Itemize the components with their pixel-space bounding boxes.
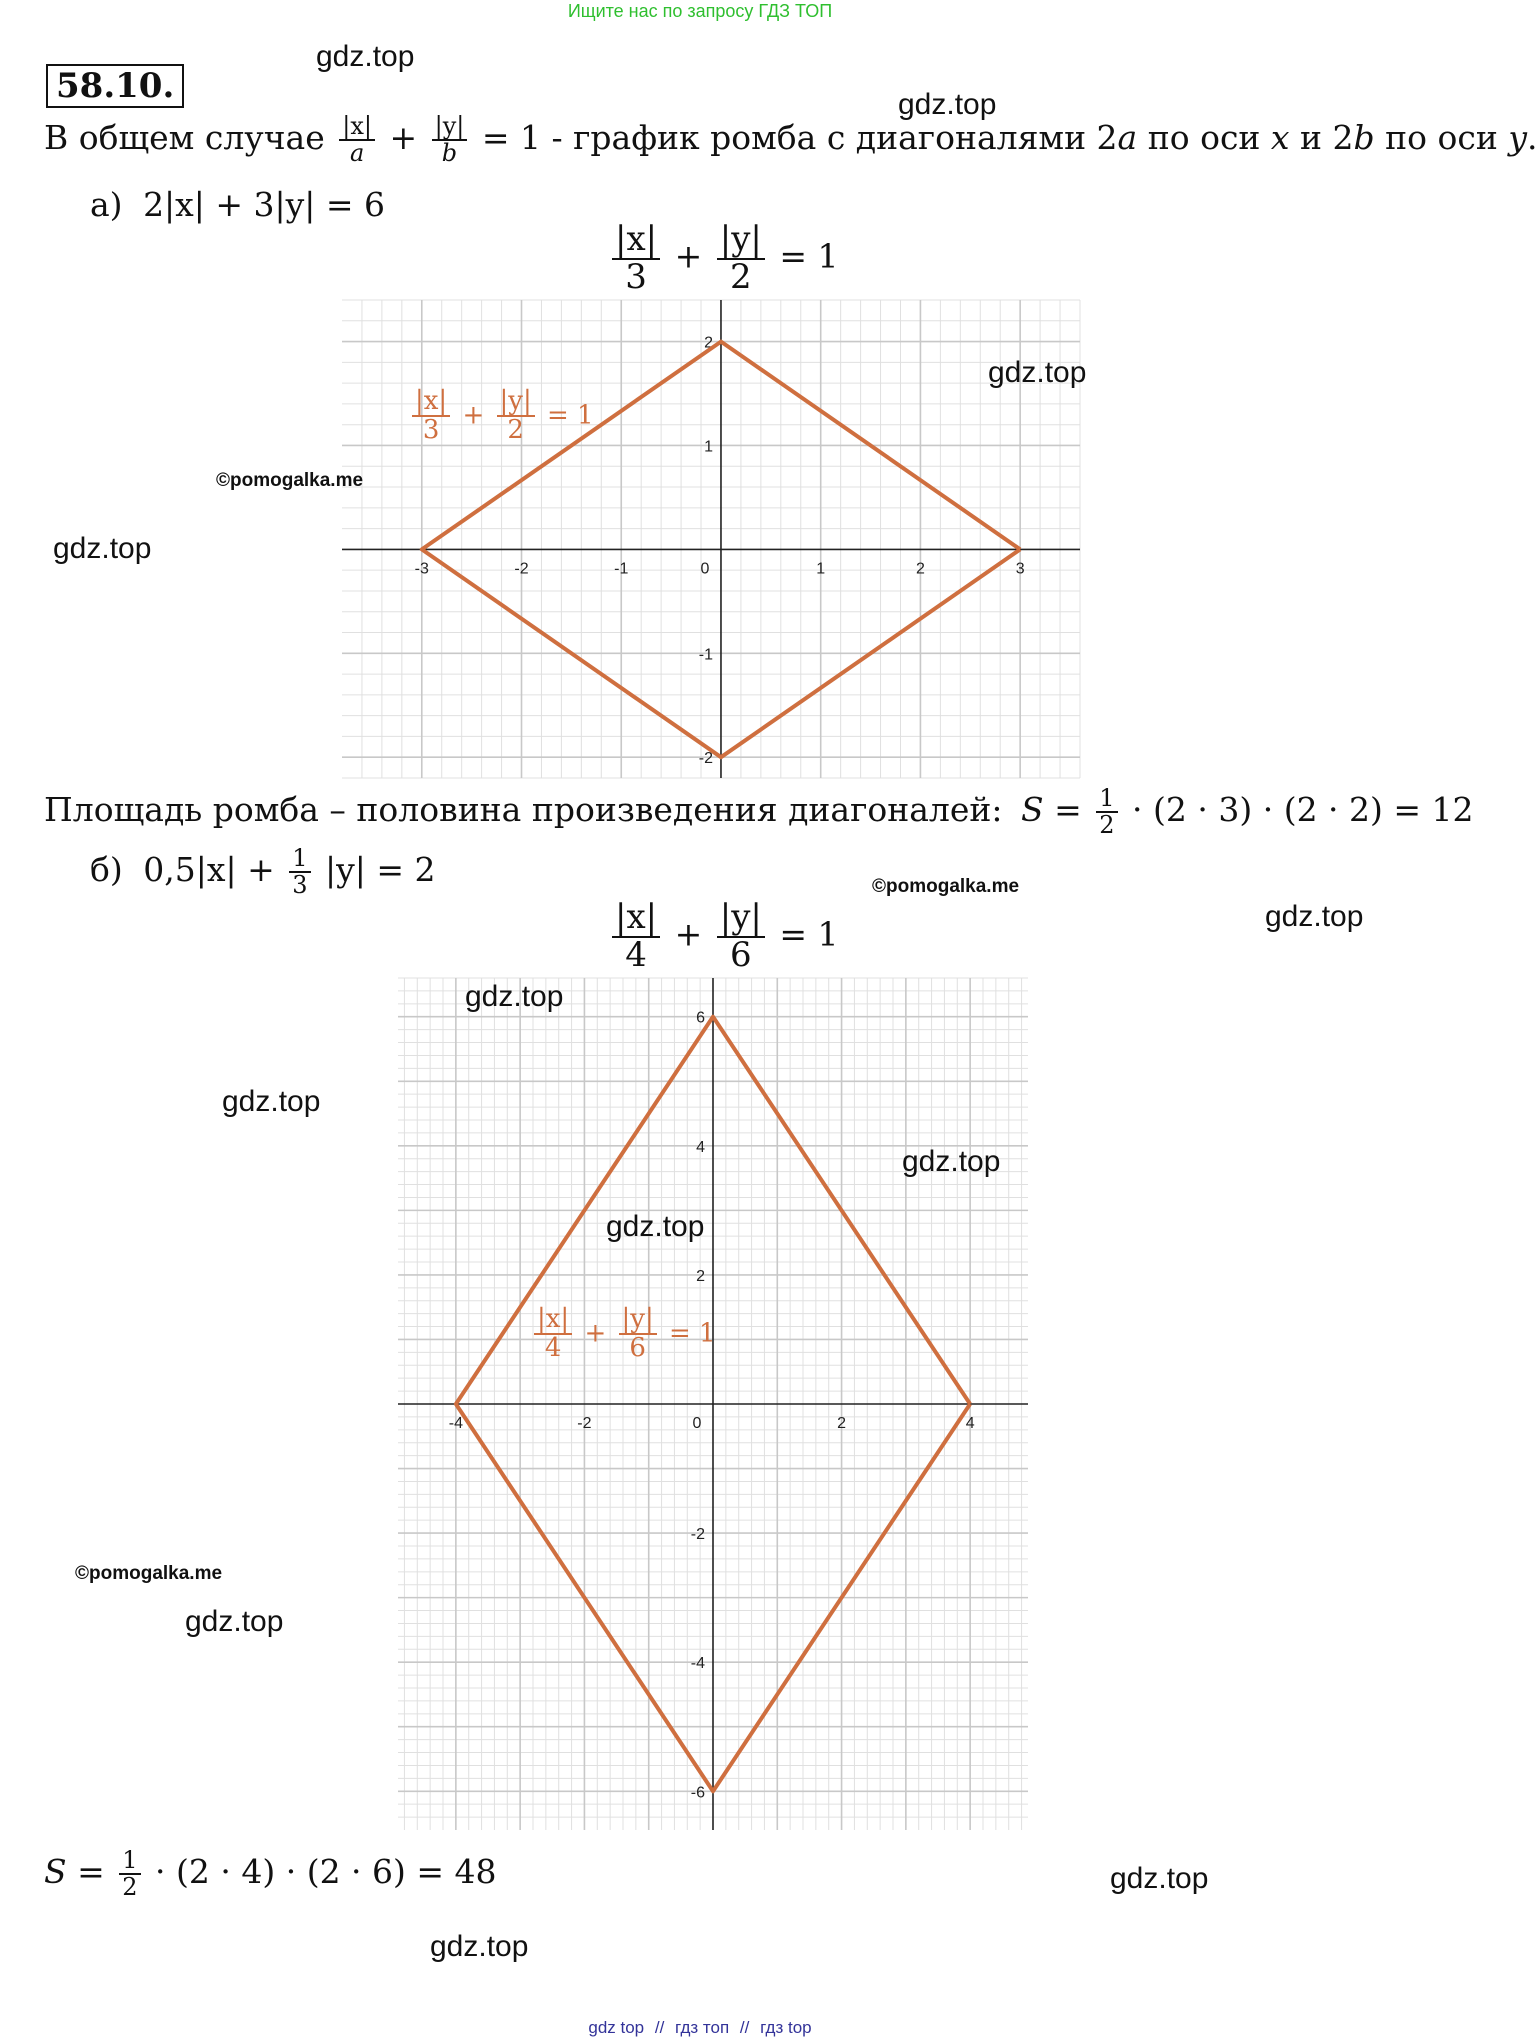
intro-frac-y <box>432 114 468 166</box>
part-a-area-half-num: 1 <box>1096 786 1117 813</box>
part-b-third <box>289 846 310 898</box>
graph-b-y-tick-label: -4 <box>690 1655 705 1673</box>
intro-a: a <box>1117 118 1138 158</box>
part-a-canon-den2: 2 <box>729 256 752 297</box>
graph-b-label-frac-x <box>534 1306 572 1363</box>
watermark-gdz: gdz.top <box>1110 1862 1209 1895</box>
graph-b-label <box>530 1306 716 1363</box>
part-a-area-text: Площадь ромба – половина произведения диагоналей: <box>44 790 1003 830</box>
part-b-eq-prefix: 0,5|x| + <box>143 850 275 890</box>
part-b-canon-frac-y <box>717 897 765 975</box>
watermark-gdz: gdz.top <box>1265 900 1364 933</box>
graph-a-label-rhs: = 1 <box>547 400 594 431</box>
part-b-area <box>44 1848 497 1900</box>
graph-a-x-tick-label: 1 <box>816 560 826 578</box>
part-a-canon-rhs: = 1 <box>779 236 839 276</box>
intro-suffix-3: и 2 <box>1289 118 1354 158</box>
intro-x: x <box>1270 118 1290 158</box>
part-a-canon-den1: 3 <box>625 256 647 297</box>
graph-b-label-den1: 4 <box>544 1333 562 1364</box>
part-b-canon-den1: 4 <box>625 934 647 975</box>
intro-suffix-4: по оси <box>1374 118 1509 158</box>
part-b-label: б) <box>90 850 123 890</box>
part-a-canonical <box>608 219 839 297</box>
graph-a-x-tick-label: 0 <box>700 560 710 578</box>
graph-a-x-tick-label: -1 <box>614 560 629 578</box>
graph-b-label-plus: + <box>584 1318 607 1349</box>
footer-link-1[interactable]: gdz top <box>588 2018 645 2037</box>
graph-b-y-tick-label: 2 <box>696 1267 705 1285</box>
graph-a-x-tick-label: -2 <box>514 560 529 578</box>
part-b-third-num: 1 <box>289 846 310 873</box>
watermark-pomogalka: ©pomogalka.me <box>872 876 1020 897</box>
graph-a-label-num1: |x| <box>412 388 450 417</box>
part-b-area-half-den: 2 <box>122 1873 138 1902</box>
watermark-gdz: gdz.top <box>185 1605 284 1638</box>
graph-a-label-den1: 3 <box>422 415 440 446</box>
part-b-area-half-num: 1 <box>119 1848 140 1875</box>
footer-sep: // <box>739 2018 750 2037</box>
watermark-pomogalka: ©pomogalka.me <box>216 470 364 491</box>
footer-link-2[interactable]: гдз топ <box>675 2018 730 2037</box>
part-b-area-rest: · (2 · 4) · (2 · 6) = 48 <box>155 1852 497 1892</box>
intro-plus: + <box>389 118 418 158</box>
graph-a-label-frac-y <box>497 388 535 445</box>
part-a-area-prefix: S = <box>1021 790 1082 830</box>
part-b-canon-den2: 6 <box>729 934 752 975</box>
part-b-canon-plus: + <box>674 914 703 954</box>
part-a-canon-frac-x <box>612 219 660 297</box>
footer-links <box>0 2018 1400 2038</box>
graph-b-x-tick-label: 2 <box>837 1415 847 1432</box>
top-banner[interactable]: Ищите нас по запросу ГДЗ ТОП <box>567 1 833 21</box>
graph-b-y-tick-label: 4 <box>696 1138 705 1156</box>
graph-a-label-plus: + <box>462 400 485 431</box>
intro-line <box>44 114 1538 166</box>
graph-b-label-den2: 6 <box>629 1333 646 1364</box>
watermark-pomogalka: ©pomogalka.me <box>75 1563 223 1584</box>
watermark-gdz: gdz.top <box>53 532 152 565</box>
graph-a-label-num2: |y| <box>497 388 535 417</box>
watermark-gdz: gdz.top <box>606 1210 705 1243</box>
intro-prefix: В общем случае <box>44 118 325 158</box>
graph-b-label-num2: |y| <box>619 1306 657 1335</box>
part-a-canon-plus: + <box>674 236 703 276</box>
graph-a-label-den2: 2 <box>507 415 524 446</box>
part-b-equation <box>90 846 436 898</box>
part-a-area-half-den: 2 <box>1099 811 1115 840</box>
part-b-canon-num1: |x| <box>612 900 660 938</box>
graph-a-y-tick-label: 1 <box>704 438 713 456</box>
watermark-gdz: gdz.top <box>430 1930 529 1963</box>
intro-frac-y-num: |y| <box>432 114 468 141</box>
graph-b-label-num1: |x| <box>534 1306 572 1335</box>
part-a-canon-num1: |x| <box>612 222 660 260</box>
part-a-eq-text: 2|x| + 3|y| = 6 <box>143 185 386 224</box>
graph-a-x-tick-label: 2 <box>915 560 925 578</box>
graph-a-y-tick-label: 2 <box>704 334 713 352</box>
intro-suffix-2: по оси <box>1137 118 1271 158</box>
graph-b <box>398 978 1028 1830</box>
part-a-area <box>44 786 1474 838</box>
graph-a-y-tick-label: -1 <box>698 646 713 664</box>
watermark-gdz: gdz.top <box>898 88 997 121</box>
part-b-canon-frac-x <box>612 897 660 975</box>
graph-b-x-tick-label: -2 <box>577 1415 592 1432</box>
graph-b-x-tick-label: 0 <box>692 1415 702 1432</box>
graph-a <box>342 300 1080 778</box>
part-a-area-half <box>1096 786 1117 838</box>
part-b-canon-num2: |y| <box>717 900 765 938</box>
watermark-gdz: gdz.top <box>316 40 415 73</box>
watermark-gdz: gdz.top <box>988 356 1087 389</box>
graph-b-label-rhs: = 1 <box>669 1318 716 1349</box>
part-b-area-prefix: S = <box>44 1852 105 1892</box>
graph-a-label <box>408 388 594 445</box>
part-a-canon-frac-y <box>717 219 765 297</box>
intro-suffix-5: . <box>1527 118 1538 158</box>
intro-frac-x-num: |x| <box>339 114 375 141</box>
graph-b-y-tick-label: -6 <box>690 1784 705 1802</box>
graph-b-label-frac-y <box>619 1306 657 1363</box>
watermark-gdz: gdz.top <box>465 980 564 1013</box>
part-b-third-den: 3 <box>292 871 308 900</box>
part-b-area-half <box>119 1848 140 1900</box>
graph-a-y-tick-label: -2 <box>698 750 713 768</box>
intro-y: y <box>1508 118 1527 158</box>
graph-a-x-tick-label: -3 <box>414 560 429 578</box>
graph-a-label-frac-x <box>412 388 450 445</box>
part-b-canonical <box>608 897 839 975</box>
footer-link-3[interactable]: гдз top <box>760 2018 812 2037</box>
part-a-area-rest: · (2 · 3) · (2 · 2) = 12 <box>1132 790 1474 830</box>
intro-suffix-1: = 1 - график ромба с диагоналями 2 <box>481 118 1118 158</box>
graph-a-x-tick-label: 3 <box>1015 560 1025 578</box>
intro-frac-x-den: a <box>349 139 365 168</box>
graph-b-y-tick-label: -2 <box>690 1526 705 1544</box>
part-a-label: а) <box>90 185 123 224</box>
intro-b: b <box>1353 118 1375 158</box>
part-b-canon-rhs: = 1 <box>779 914 839 954</box>
footer-sep: // <box>654 2018 665 2037</box>
watermark-gdz: gdz.top <box>902 1145 1001 1178</box>
problem-number: 58.10. <box>46 64 184 108</box>
part-a-equation <box>90 185 385 224</box>
graph-b-x-tick-label: -4 <box>448 1415 463 1432</box>
part-a-canon-num2: |y| <box>717 222 765 260</box>
graph-b-x-tick-label: 4 <box>965 1415 975 1432</box>
watermark-gdz: gdz.top <box>222 1085 321 1118</box>
intro-frac-x <box>339 114 375 166</box>
graph-b-y-tick-label: 6 <box>696 1009 705 1027</box>
intro-frac-y-den: b <box>441 139 458 168</box>
part-b-eq-suffix: |y| = 2 <box>325 850 436 890</box>
